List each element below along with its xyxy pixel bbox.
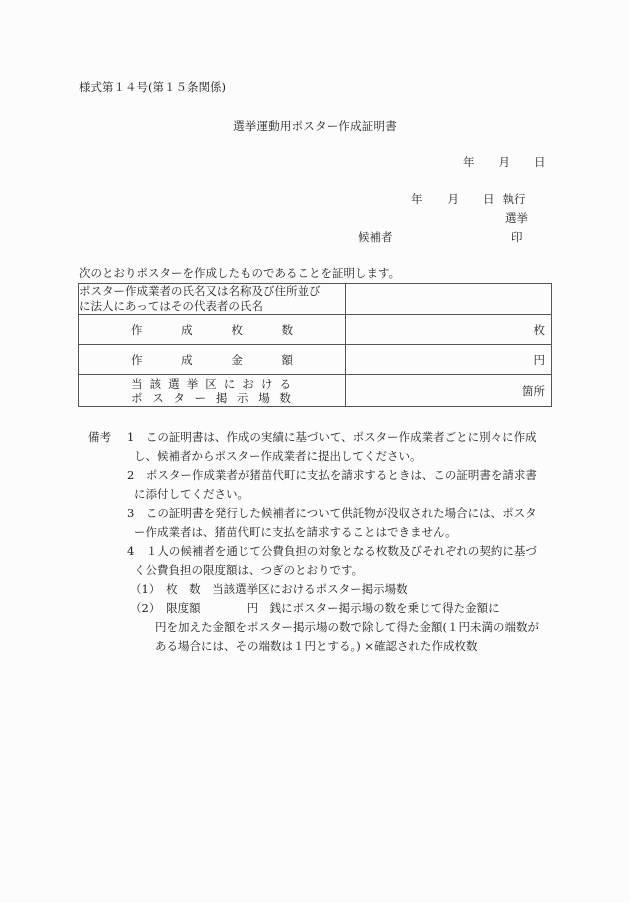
label-char: 作 — [131, 352, 143, 367]
label-char: 場 — [258, 390, 270, 405]
boards-label — [79, 375, 346, 407]
label-char: 該 — [149, 376, 162, 391]
seal-label: 印 — [511, 230, 523, 244]
count-label — [79, 315, 346, 345]
count-field[interactable] — [346, 315, 552, 345]
issue-date — [463, 157, 546, 169]
label-char: 成 — [181, 352, 193, 367]
boards-field[interactable] — [346, 375, 552, 407]
label-char: ス — [152, 390, 164, 405]
executed-label: 執行 — [502, 192, 526, 206]
year-label: 年 — [463, 155, 475, 169]
label-line: に法人にあってはその代表者の氏名 — [79, 299, 263, 313]
count-unit: 枚 — [533, 322, 545, 337]
election-date — [411, 194, 526, 206]
label-char: 成 — [181, 322, 193, 337]
producer-name-field[interactable] — [346, 284, 552, 315]
note-2-cont: に添付してください。 — [134, 487, 249, 501]
table-row-amount — [79, 345, 552, 375]
label-char: 数 — [279, 390, 291, 405]
election-month-label: 月 — [447, 192, 459, 206]
label-char: 示 — [237, 390, 249, 405]
label-char: 枚 — [231, 322, 243, 337]
label-char: け — [260, 376, 273, 391]
table-row-producer — [79, 284, 552, 315]
amount-label — [79, 345, 346, 375]
table-row-boards — [79, 375, 552, 407]
label-char: 挙 — [186, 376, 199, 391]
label-char: に — [223, 376, 236, 391]
certification-table — [78, 283, 552, 407]
day-label: 日 — [534, 155, 546, 169]
note-2: 2 ポスター作成業者が猪苗代町に支払を請求するときは、この証明書を請求書 — [127, 468, 537, 482]
label-char: 数 — [281, 322, 293, 337]
boards-unit: 箇所 — [522, 383, 545, 398]
note-4: 4 １人の候補者を通じて公費負担の対象となる枚数及びそれぞれの契約に基づ — [127, 544, 537, 558]
label-char: 額 — [281, 352, 293, 367]
note-4-item-1: （1） 枚 数 当該選挙区におけるポスター掲示場数 — [130, 582, 408, 596]
note-4-item-2: （2） 限度額 円 銭にポスター掲示場の数を乗じて得た金額に — [130, 601, 500, 615]
label-char: ー — [194, 390, 207, 405]
notes-heading: 備考 — [88, 430, 111, 444]
election-day-label: 日 — [483, 192, 495, 206]
note-4-cont: く公費負担の限度額は、つぎのとおりです。 — [134, 563, 364, 577]
election-year-label: 年 — [411, 192, 423, 206]
label-char: 作 — [131, 322, 143, 337]
amount-field[interactable] — [346, 345, 552, 375]
producer-name-label — [79, 284, 346, 315]
label-char: ポ — [131, 390, 143, 405]
label-char: 金 — [231, 352, 243, 367]
label-line: ポスター作成業者の氏名又は名称及び住所並び — [79, 284, 321, 298]
certification-statement: 次のとおりポスターを作成したものであることを証明します。 — [79, 266, 401, 280]
candidate-label: 候補者 — [358, 230, 393, 244]
document-title: 選挙運動用ポスター作成証明書 — [233, 119, 397, 133]
label-char: 区 — [205, 376, 217, 391]
note-1: 1 この証明書は、作成の実績に基づいて、ポスター作成業者ごとに別々に作成 — [127, 430, 537, 444]
label-char: タ — [173, 390, 185, 405]
election-label: 選挙 — [505, 211, 528, 225]
form-number: 様式第１４号(第１５条関係) — [79, 80, 226, 94]
label-char: お — [242, 376, 254, 391]
note-1-cont: し、候補者からポスター作成業者に提出してください。 — [134, 449, 422, 463]
note-4-item-2-cont: ある場合には、その端数は１円とする。) ×確認された作成枚数 — [155, 639, 478, 653]
label-char: 掲 — [215, 390, 228, 405]
note-4-item-2-cont: 円を加えた金額をポスター掲示場の数で除して得た金額(１円未満の端数が — [155, 620, 539, 634]
month-label: 月 — [498, 155, 510, 169]
label-char: る — [279, 376, 291, 391]
table-row-count — [79, 315, 552, 345]
note-3: 3 この証明書を発行した候補者について供託物が没収された場合には、ポスタ — [127, 506, 537, 520]
note-3-cont: ー作成業者は、猪苗代町に支払を請求することはできません。 — [134, 525, 457, 539]
label-char: 当 — [131, 376, 143, 391]
amount-unit: 円 — [533, 352, 545, 367]
label-char: 選 — [168, 376, 180, 391]
